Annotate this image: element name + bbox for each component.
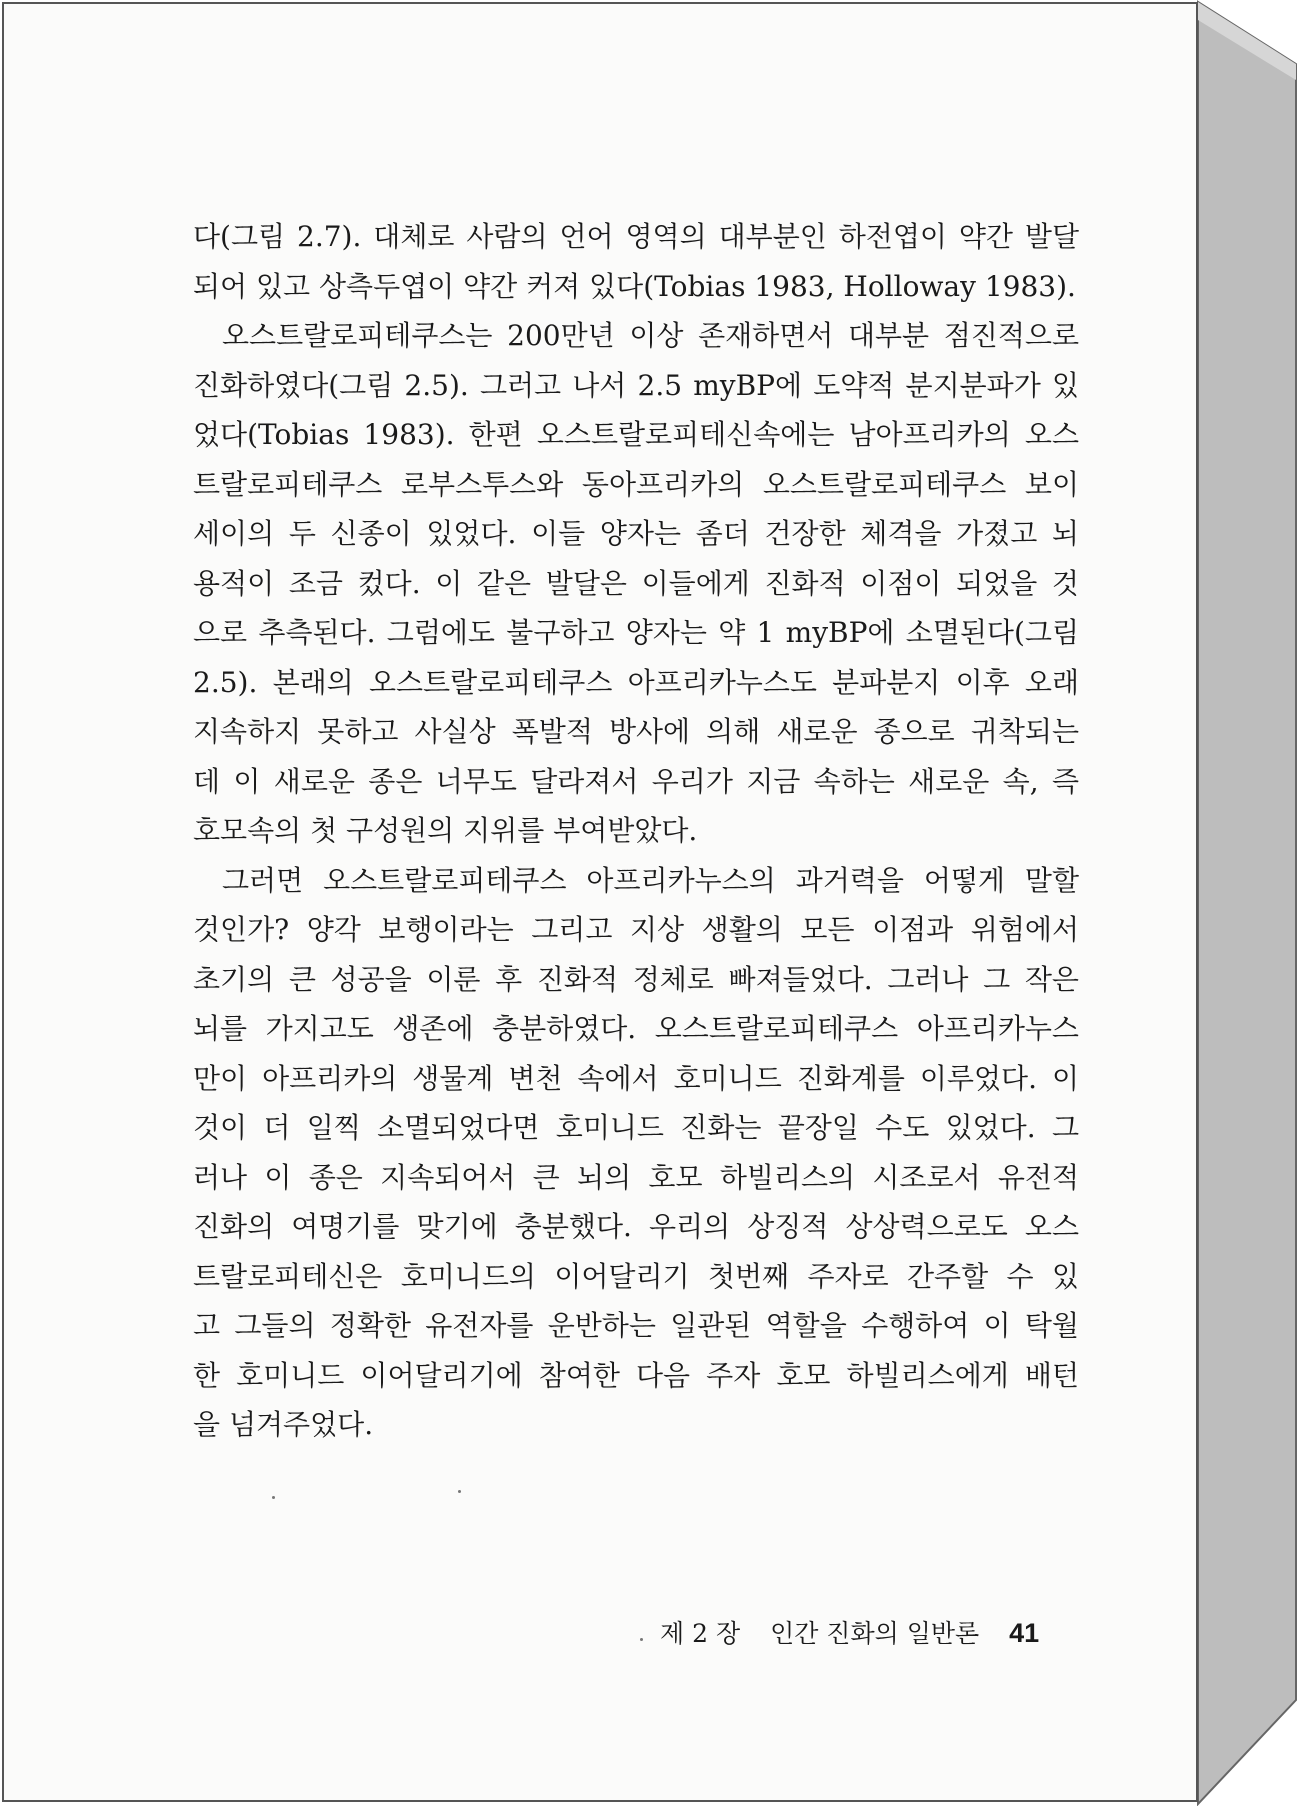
- text-line: 용적이 조금 컸다. 이 같은 발달은 이들에게 진화적 이점이 되었을 것: [193, 566, 1079, 600]
- text-line: 을 넘겨주었다.: [193, 1408, 374, 1441]
- text-line: 트랄로피테쿠스 로부스투스와 동아프리카의 오스트랄로피테쿠스 보이: [193, 467, 1079, 501]
- text-line: 지속하지 못하고 사실상 폭발적 방사에 의해 새로운 종으로 귀착되는: [193, 715, 1079, 748]
- footer-chapter-title: 인간 진화의 일반론: [770, 1619, 980, 1648]
- page-number: 41: [1009, 1618, 1040, 1648]
- text-line: 초기의 큰 성공을 이룬 후 진화적 정체로 빠져들었다. 그러나 그 작은: [193, 962, 1079, 996]
- text-line: 데 이 새로운 종은 너무도 달라져서 우리가 지금 속하는 새로운 속, 즉: [193, 764, 1079, 798]
- text-line: 만이 아프리카의 생물계 변천 속에서 호미니드 진화계를 이루었다. 이: [193, 1061, 1079, 1095]
- scan-speck: [458, 1490, 461, 1493]
- text-line: 으로 추측된다. 그럼에도 불구하고 양자는 약 1 myBP에 소멸된다(그림: [193, 616, 1079, 649]
- text-line: 뇌를 가지고도 생존에 충분하였다. 오스트랄로피테쿠스 아프리카누스: [193, 1012, 1079, 1045]
- text-line: 호모속의 첫 구성원의 지위를 부여받았다.: [193, 814, 698, 847]
- text-line: 오스트랄로피테쿠스는 200만년 이상 존재하면서 대부분 점진적으로: [222, 319, 1079, 352]
- text-line: 2.5). 본래의 오스트랄로피테쿠스 아프리카누스도 분파분지 이후 오래: [193, 665, 1079, 699]
- text-line: 것인가? 양각 보행이라는 그리고 지상 생활의 모든 이점과 위험에서: [193, 913, 1079, 946]
- text-line: 다(그림 2.7). 대체로 사람의 언어 영역의 대부분인 하전엽이 약간 발달: [193, 220, 1079, 253]
- text-line: 세이의 두 신종이 있었다. 이들 양자는 좀더 건장한 체격을 가졌고 뇌: [193, 517, 1079, 550]
- text-line: 그러면 오스트랄로피테쿠스 아프리카누스의 과거력을 어떻게 말할: [222, 863, 1079, 897]
- text-line: 것이 더 일찍 소멸되었다면 호미니드 진화는 끝장일 수도 있었다. 그: [193, 1111, 1079, 1144]
- scan-speck: [272, 1496, 275, 1499]
- text-line: 진화하였다(그림 2.5). 그러고 나서 2.5 myBP에 도약적 분지분파가 있: [193, 368, 1079, 402]
- text-line: 고 그들의 정확한 유전자를 운반하는 일관된 역할을 수행하여 이 탁월: [193, 1309, 1079, 1342]
- text-line: 진화의 여명기를 맞기에 충분했다. 우리의 상징적 상상력으로도 오스: [193, 1210, 1079, 1243]
- scan-speck: [640, 1638, 643, 1641]
- text-line: 한 호미니드 이어달리기에 참여한 다음 주자 호모 하빌리스에게 배턴: [193, 1358, 1079, 1392]
- text-line: 트랄로피테신은 호미니드의 이어달리기 첫번째 주자로 간주할 수 있: [193, 1259, 1079, 1293]
- text-line: 었다(Tobias 1983). 한편 오스트랄로피테신속에는 남아프리카의 오스: [193, 418, 1079, 451]
- footer-chapter: 제 2 장: [660, 1619, 741, 1648]
- page-body: [193, 212, 1079, 1450]
- running-footer: [660, 1614, 1039, 1650]
- text-line: 러나 이 종은 지속되어서 큰 뇌의 호모 하빌리스의 시조로서 유전적: [193, 1160, 1079, 1194]
- text-line: 되어 있고 상측두엽이 약간 커져 있다(Tobias 1983, Holloway 1983).: [193, 269, 1076, 303]
